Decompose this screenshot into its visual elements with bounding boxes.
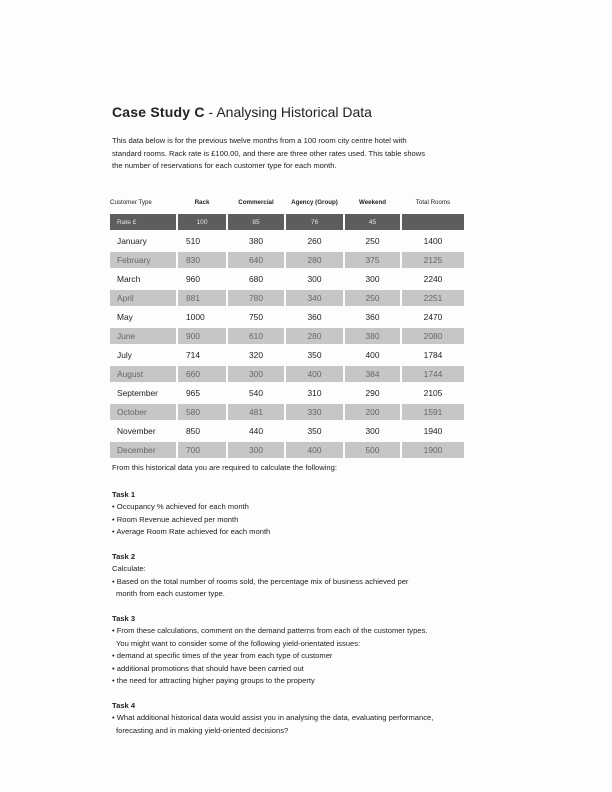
- value-cell: 2080: [402, 328, 464, 344]
- rate-cell: [402, 214, 464, 230]
- month-cell: November: [117, 426, 156, 436]
- value-cell: 700: [178, 442, 226, 458]
- value-cell: 400: [286, 366, 343, 382]
- value-cell: 380: [345, 328, 400, 344]
- rate-cell: 76: [286, 214, 343, 230]
- value-cell: 640: [228, 252, 284, 268]
- intro-line: This data below is for the previous twelve months from a 100 room city centre hotel with: [112, 136, 407, 145]
- task1-heading: Task 1: [112, 489, 136, 499]
- value-cell: 250: [365, 236, 380, 246]
- value-cell: 375: [345, 252, 400, 268]
- value-cell: 280: [286, 252, 343, 268]
- task4-heading: Task 4: [112, 700, 136, 710]
- rate-cell: 85: [228, 214, 284, 230]
- value-cell: 2240: [423, 274, 443, 284]
- table-row: [110, 366, 464, 382]
- table-row: [110, 252, 464, 268]
- value-cell: 300: [228, 366, 284, 382]
- table-header-row: [110, 197, 464, 211]
- rate-label: Rate £: [110, 214, 176, 230]
- value-cell: 780: [228, 290, 284, 306]
- value-cell: 310: [307, 388, 322, 398]
- intro-paragraph: [112, 135, 492, 173]
- month-cell: May: [117, 312, 133, 322]
- month-cell: September: [117, 388, 158, 398]
- value-cell: 881: [178, 290, 226, 306]
- value-cell: 2105: [423, 388, 443, 398]
- header-weekend: Weekend: [358, 198, 387, 206]
- value-cell: 510: [186, 236, 200, 246]
- task3-line: • additional promotions that should have been carried out: [112, 663, 304, 673]
- value-cell: 200: [345, 404, 400, 420]
- value-cell: 380: [249, 236, 263, 246]
- task3-heading: Task 3: [112, 613, 136, 623]
- value-cell: 360: [307, 312, 322, 322]
- value-cell: 260: [307, 236, 322, 246]
- header-customer-type: Customer Type: [110, 198, 152, 206]
- task1-item: • Average Room Rate achieved for each month: [112, 527, 271, 536]
- task2-line: • Based on the total number of rooms sold, the percentage mix of business achieved per: [112, 576, 409, 586]
- value-cell: 300: [365, 426, 380, 436]
- task4-line: • What additional historical data would assist you in analysing the data, evaluating performance,: [112, 713, 434, 722]
- table-row: [110, 404, 464, 420]
- value-cell: 1000: [186, 312, 205, 322]
- value-cell: 300: [307, 274, 322, 284]
- task2-heading: Task 2: [112, 551, 136, 561]
- month-cell: October: [110, 404, 176, 420]
- intro-line: standard rooms. Rack rate is £100.00, and there are three other rates used. This table shows: [112, 148, 426, 158]
- reservations-table: [108, 194, 466, 461]
- task2-line: month from each customer type.: [116, 589, 225, 598]
- header-rack: Rack: [194, 198, 210, 206]
- rate-cell: 45: [345, 214, 400, 230]
- value-cell: 1900: [402, 442, 464, 458]
- task3-line: You might want to consider some of the following yield-orientated issues:: [116, 638, 361, 648]
- value-cell: 290: [365, 388, 380, 398]
- value-cell: 714: [186, 350, 200, 360]
- value-cell: 680: [249, 274, 263, 284]
- month-cell: July: [117, 350, 132, 360]
- value-cell: 1940: [423, 426, 443, 436]
- value-cell: 280: [286, 328, 343, 344]
- value-cell: 580: [178, 404, 226, 420]
- task3-line: • the need for attracting higher paying groups to the property: [112, 676, 315, 685]
- page-title: Case Study C - Analysing Historical Data: [112, 104, 372, 120]
- value-cell: 850: [186, 426, 200, 436]
- value-cell: 1744: [402, 366, 464, 382]
- value-cell: 350: [307, 350, 322, 360]
- month-cell: March: [117, 274, 141, 284]
- value-cell: 830: [178, 252, 226, 268]
- table-row: [110, 442, 464, 458]
- month-cell: February: [110, 252, 176, 268]
- table-row: [110, 271, 464, 287]
- table-row: [110, 309, 464, 325]
- table-row: [110, 385, 464, 401]
- task1-item: • Occupancy % achieved for each month: [112, 502, 249, 511]
- table-row: [110, 328, 464, 344]
- task4-line: forecasting and in making yield-oriented decisions?: [116, 725, 289, 735]
- value-cell: 500: [345, 442, 400, 458]
- intro-line: the number of reservations for each customer type for each month.: [112, 161, 337, 170]
- value-cell: 2251: [402, 290, 464, 306]
- value-cell: 320: [249, 350, 263, 360]
- rate-row: [110, 214, 464, 230]
- task3-line: • demand at specific times of the year from each type of customer: [112, 651, 333, 660]
- value-cell: 440: [249, 426, 263, 436]
- task3-line: • From these calculations, comment on the demand patterns from each of the customer types.: [112, 626, 428, 635]
- value-cell: 300: [365, 274, 380, 284]
- table-row: [110, 290, 464, 306]
- value-cell: 1400: [423, 236, 443, 246]
- header-agency: Agency (Group): [291, 198, 338, 206]
- lead-text: From this historical data you are required to calculate the following:: [112, 463, 337, 472]
- value-cell: 360: [365, 312, 380, 322]
- value-cell: 900: [178, 328, 226, 344]
- value-cell: 1591: [402, 404, 464, 420]
- table-row: [110, 347, 464, 363]
- task2-label: Calculate:: [112, 564, 146, 573]
- value-cell: 250: [345, 290, 400, 306]
- month-cell: June: [110, 328, 176, 344]
- value-cell: 2470: [423, 312, 443, 322]
- value-cell: 350: [307, 426, 322, 436]
- value-cell: 1784: [423, 350, 443, 360]
- value-cell: 610: [228, 328, 284, 344]
- header-commercial: Commercial: [238, 198, 274, 206]
- value-cell: 384: [345, 366, 400, 382]
- month-cell: August: [110, 366, 176, 382]
- value-cell: 2125: [402, 252, 464, 268]
- task1-item: • Room Revenue achieved per month: [112, 514, 239, 524]
- value-cell: 965: [186, 388, 200, 398]
- value-cell: 300: [228, 442, 284, 458]
- value-cell: 481: [228, 404, 284, 420]
- value-cell: 540: [249, 388, 263, 398]
- value-cell: 660: [178, 366, 226, 382]
- value-cell: 330: [286, 404, 343, 420]
- month-cell: December: [110, 442, 176, 458]
- header-total-rooms: Total Rooms: [415, 198, 451, 206]
- value-cell: 750: [249, 312, 263, 322]
- table-row: [110, 423, 464, 439]
- value-cell: 400: [365, 350, 380, 360]
- table-row: [110, 233, 464, 249]
- month-cell: April: [110, 290, 176, 306]
- value-cell: 340: [286, 290, 343, 306]
- rate-cell: 100: [178, 214, 226, 230]
- value-cell: 400: [286, 442, 343, 458]
- month-cell: January: [117, 236, 147, 246]
- value-cell: 960: [186, 274, 200, 284]
- instructions: [112, 462, 512, 737]
